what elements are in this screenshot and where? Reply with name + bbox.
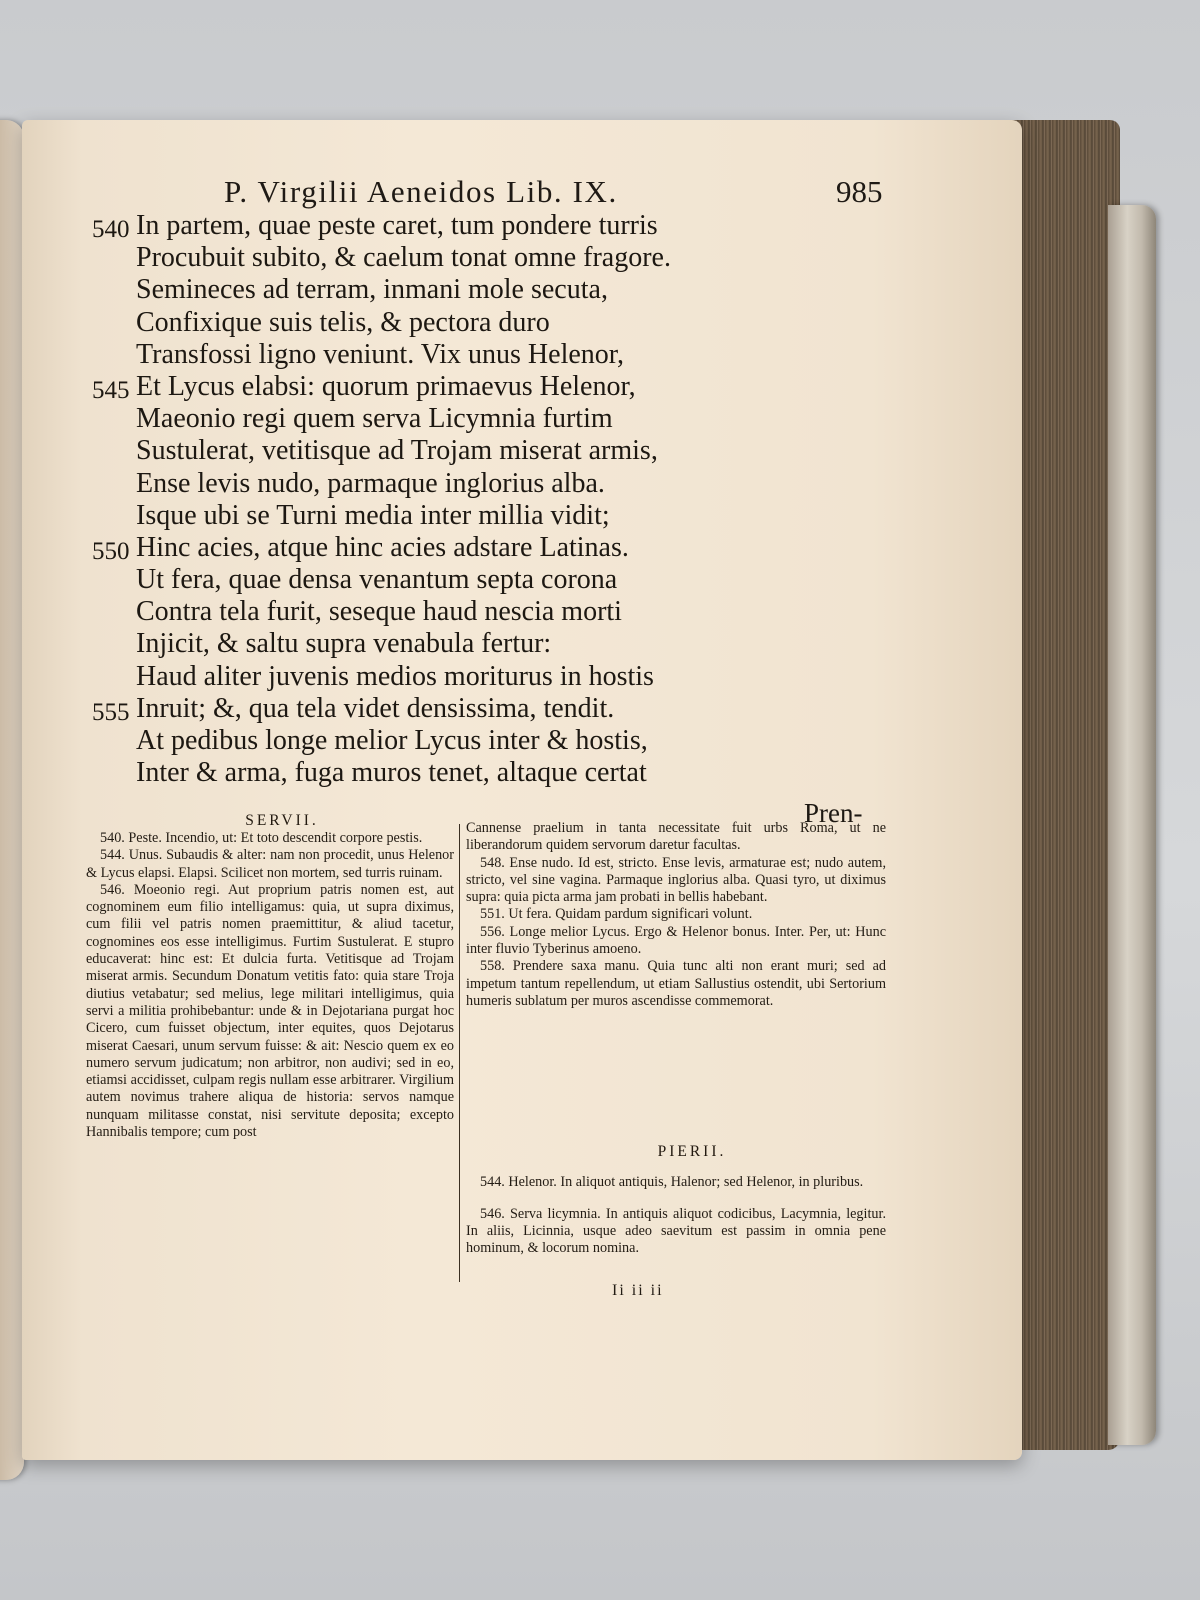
verse-text: At pedibus longe melior Lycus inter & hostis,	[136, 725, 648, 756]
verse-line	[92, 757, 852, 789]
verse-line	[92, 403, 852, 435]
left-page-edge	[0, 120, 24, 1480]
verse-block	[92, 210, 852, 789]
verse-line	[92, 210, 852, 242]
verse-line	[92, 468, 852, 500]
verse-line	[92, 274, 852, 306]
verse-line	[92, 435, 852, 467]
verse-line	[92, 339, 852, 371]
verse-text: Confixique suis telis, & pectora duro	[136, 306, 550, 338]
verse-line	[92, 661, 852, 693]
verse-line	[92, 596, 852, 628]
verse-line	[92, 564, 852, 596]
commentary-paragraph: 544. Helenor. In aliquot antiquis, Halenor; sed Helenor, in pluribus.	[480, 1174, 864, 1191]
verse-line	[92, 725, 852, 757]
line-number: 555	[92, 698, 130, 726]
verse-text: Contra tela furit, seseque haud nescia morti	[136, 596, 622, 628]
line-number: 550	[92, 537, 130, 565]
book-spine	[1108, 205, 1156, 1445]
commentary-paragraph: 556. Longe melior Lycus. Ergo & Helenor bonus. Inter. Per, ut: Hunc inter fluvio Tyberinus amoeno.	[466, 923, 886, 958]
page-number: 985	[836, 174, 883, 209]
verse-line	[92, 371, 852, 403]
line-number: 540	[92, 216, 130, 243]
verse-text: In partem, quae peste caret, tum pondere turris	[136, 210, 658, 241]
verse-text: Sustulerat, vetitisque ad Trojam miserat armis,	[136, 435, 658, 467]
commentary-paragraph: 546. Serva licymnia. In antiquis aliquot codicibus, Lacymnia, legitur. In aliis, Licinnia, usque adeo saevitum est passim in omnia pene hominum, & locorum nomina.	[466, 1205, 886, 1257]
verse-text: Procubuit subito, & caelum tonat omne fragore.	[136, 242, 671, 274]
verse-text: Inter & arma, fuga muros tenet, altaque certat	[136, 757, 647, 789]
verse-text: Haud aliter juvenis medios moriturus in hostis	[136, 660, 654, 692]
pierii-heading: PIERII.	[657, 1143, 727, 1160]
verse-line	[92, 693, 852, 725]
verse-line	[92, 628, 852, 660]
servii-heading: SERVII.	[245, 812, 319, 829]
verse-text: Ut fera, quae densa venantum septa corona	[136, 564, 618, 596]
commentary-paragraph: 551. Ut fera. Quidam pardum significari volunt.	[480, 906, 753, 923]
commentary-left-column	[86, 830, 454, 1141]
line-number: 545	[92, 376, 130, 404]
verse-text: Inruit; &, qua tela videt densissima, tendit.	[136, 692, 615, 724]
commentary-paragraph: Cannense praelium in tanta necessitate fuit urbs Roma, ut ne liberandorum quidem servorum daretur facultas.	[466, 820, 886, 854]
verse-text: Isque ubi se Turni media inter millia vidit;	[136, 499, 610, 531]
verse-text: Maeonio regi quem serva Licymnia furtim	[136, 403, 613, 435]
verse-text: Hinc acies, atque hinc acies adstare Latinas.	[136, 531, 629, 563]
verse-text: Injicit, & saltu supra venabula fertur:	[136, 628, 552, 660]
verse-text: Transfossi ligno veniunt. Vix unus Helenor,	[136, 338, 624, 370]
verse-text: Ense levis nudo, parmaque inglorius alba.	[136, 467, 605, 499]
column-divider	[459, 824, 460, 1282]
verse-line	[92, 500, 852, 532]
catchword: Pren-	[804, 798, 863, 828]
commentary-right-column	[466, 820, 886, 1010]
page-edges	[1010, 120, 1120, 1450]
commentary-paragraph: 558. Prendere saxa manu. Quia tunc alti non erant muri; sed ad impetum tantum repellendum, ut etiam Sallustius ostendit, ubi Sertorium humeris sublatum per muros ascendisse commemorat.	[466, 958, 886, 1009]
commentary-paragraph: 546. Moeonio regi. Aut proprium patris nomen est, aut cognominem eum filio intelligamus: quia, ut supra diximus, cum filii vel patris nomen praemittitur, & aliud tacetur, cognomines eos esse intelligimus. Furtim Sustulerat. E stupro educaverat: hinc est: Et dulcia furta. Vetitisque ad Trojam miserat armis. Secundum Donatum vetitis fato: quia stare Troja diutius vetabatur; sed melius, lege militari intelligimus, quia servi a militia prohibebantur: unde & in Dejotariana purgat hoc Cicero, cum fuisset objectum, inter equites, quos Dejotarus miserat Caesari, unum servum fuisse: & ait: Nescio quem ex eo numero servum judicatum; non arbitror, non audivi; sed in eo, etiamsi accidisset, culpam regis nullam esse arbitrarer. Virgilium autem novimus trahere aliqua de historia: servos namque nunquam militasse constat, nisi servitute deposita; excepto Hannibalis tempore; cum post	[86, 881, 454, 1141]
verse-line	[92, 242, 852, 274]
book-page	[22, 120, 1022, 1460]
signature-mark: Ii ii ii	[612, 1282, 664, 1299]
commentary-paragraph: 548. Ense nudo. Id est, stricto. Ense levis, armaturae est; nudo autem, stricto, vel sine vagina. Parmaque inglorius alba. Quasi tyro, ut diximus supra: quia picta arma jam probati in bellis habebant.	[466, 854, 886, 906]
verse-text: Semineces ad terram, inmani mole secuta,	[136, 274, 608, 306]
running-title: P. Virgilii Aeneidos Lib. IX.	[224, 174, 618, 209]
verse-line	[92, 532, 852, 564]
verse-line	[92, 307, 852, 339]
verse-text: Et Lycus elabsi: quorum primaevus Helenor,	[136, 370, 636, 402]
pierii-notes	[466, 1160, 886, 1272]
commentary-paragraph: 540. Peste. Incendio, ut: Et toto descendit corpore pestis.	[100, 830, 423, 846]
commentary-paragraph: 544. Unus. Subaudis & alter: nam non procedit, unus Helenor & Lycus elapsi. Elapsi. Scilicet non mortem, sed turris ruinam.	[86, 847, 454, 881]
